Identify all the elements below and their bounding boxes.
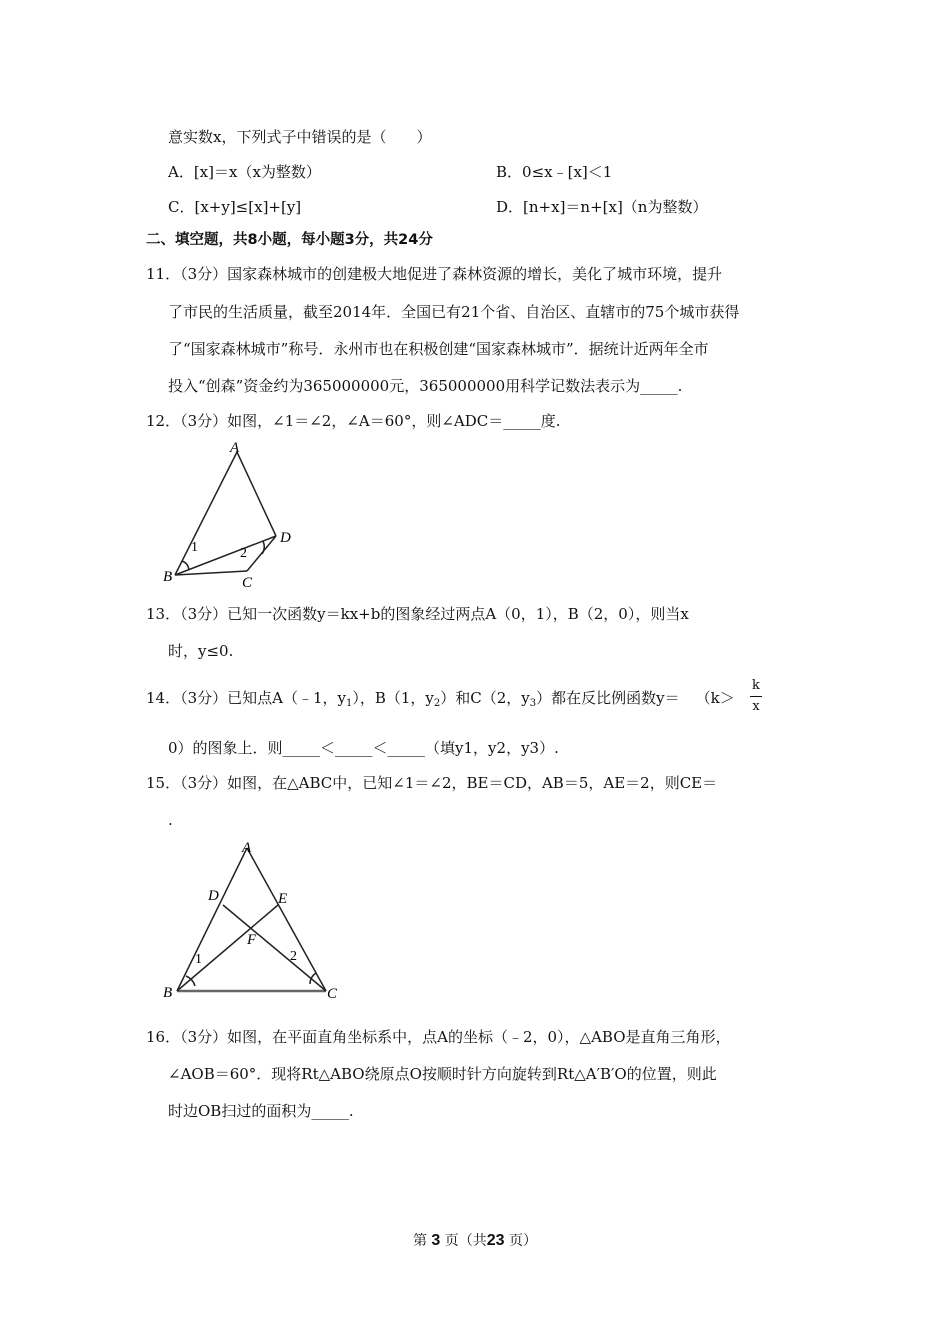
q15-label-angle1: 1 [195, 952, 202, 967]
q12-text: 12．（3分）如图，∠1＝∠2，∠A＝60°，则∠ADC＝_____度. [146, 412, 561, 430]
current-page-number: 3 [431, 1232, 441, 1249]
q11-line3: 了“国家森林城市”称号．永州市也在积极创建“国家森林城市”．据统计近两年全市 [168, 340, 709, 358]
q15-label-e: E [278, 891, 288, 907]
q15-line1: 15．（3分）如图，在△ABC中，已知∠1＝∠2，BE＝CD，AB＝5，AE＝2，则CE＝ [146, 774, 718, 792]
q14-line2: 0）的图象上．则_____＜_____＜_____（填y1，y2，y3）. [168, 739, 559, 757]
q15-label-angle2: 2 [290, 949, 297, 964]
q10-stem: 意实数x，下列式子中错误的是（ ） [168, 128, 432, 146]
section-title: 二、填空题，共8小题，每小题3分，共24分 [146, 232, 433, 248]
q15-segment-be [177, 905, 278, 991]
q12-segment-ad [237, 452, 276, 536]
q14-fraction-denominator: x [752, 699, 760, 714]
q15-segment-ab [177, 848, 247, 991]
q13-line1: 13．（3分）已知一次函数y＝kx+b的图象经过两点A（0，1），B（2，0），则当x [146, 605, 689, 623]
q12-label-angle1: 1 [191, 540, 198, 555]
q15-segment-ac [247, 848, 326, 991]
q12-label-a: A [230, 440, 240, 456]
q15-label-d: D [208, 888, 219, 904]
q11-line2: 了市民的生活质量，截至2014年．全国已有21个省、自治区、直辖市的75个城市获得 [168, 303, 740, 321]
q12-angle1-arc [182, 561, 189, 570]
q10-option-c: C．[x+y]≤[x]+[y] [168, 198, 302, 216]
q16-line1: 16．（3分）如图，在平面直角坐标系中，点A的坐标（﹣2，0），△ABO是直角三角形， [146, 1028, 731, 1046]
q14-fraction-bar [750, 696, 762, 697]
q15-label-f: F [247, 932, 257, 948]
q16-line3: 时边OB扫过的面积为_____. [168, 1102, 354, 1120]
q11-line1: 11．（3分）国家森林城市的创建极大地促进了森林资源的增长，美化了城市环境，提升 [146, 265, 723, 283]
q15-label-c: C [327, 986, 338, 1002]
q12-label-c: C [242, 575, 253, 590]
q10-option-d: D．[n+x]＝n+[x]（n为整数） [496, 198, 708, 216]
q12-label-angle2: 2 [240, 546, 247, 561]
q14-line1: 14．（3分）已知点A（﹣1，$y_1$），B（1，$y_2$）和C（2，$y_3$）都在反比例函数y＝ （k＞ [146, 689, 735, 709]
q10-option-a: A．[x]＝x（x为整数） [168, 163, 321, 181]
q12-figure [160, 438, 310, 590]
page-footer: 第 3 页（共23 页） [412, 1232, 538, 1249]
q15-line2: . [168, 811, 173, 829]
q12-angle2-arc [262, 541, 264, 554]
q15-label-a: A [242, 840, 252, 856]
q11-line4: 投入“创森”资金约为365000000元，365000000用科学记数法表示为_____. [168, 377, 683, 395]
q13-line2: 时，y≤0. [168, 642, 234, 660]
q12-label-b: B [163, 569, 173, 585]
q16-line2: ∠AOB＝60°．现将Rt△ABO绕原点O按顺时针方向旋转到Rt△A′B′O的位置，则此 [168, 1065, 717, 1083]
q12-label-d: D [280, 530, 291, 546]
q12-segment-ab [175, 452, 237, 575]
q15-figure [160, 836, 350, 1006]
q15-label-b: B [163, 985, 173, 1001]
q10-option-b: B．0≤x﹣[x]＜1 [496, 163, 613, 181]
total-pages-number: 23 [486, 1232, 505, 1249]
q14-fraction-numerator: k [752, 678, 760, 693]
